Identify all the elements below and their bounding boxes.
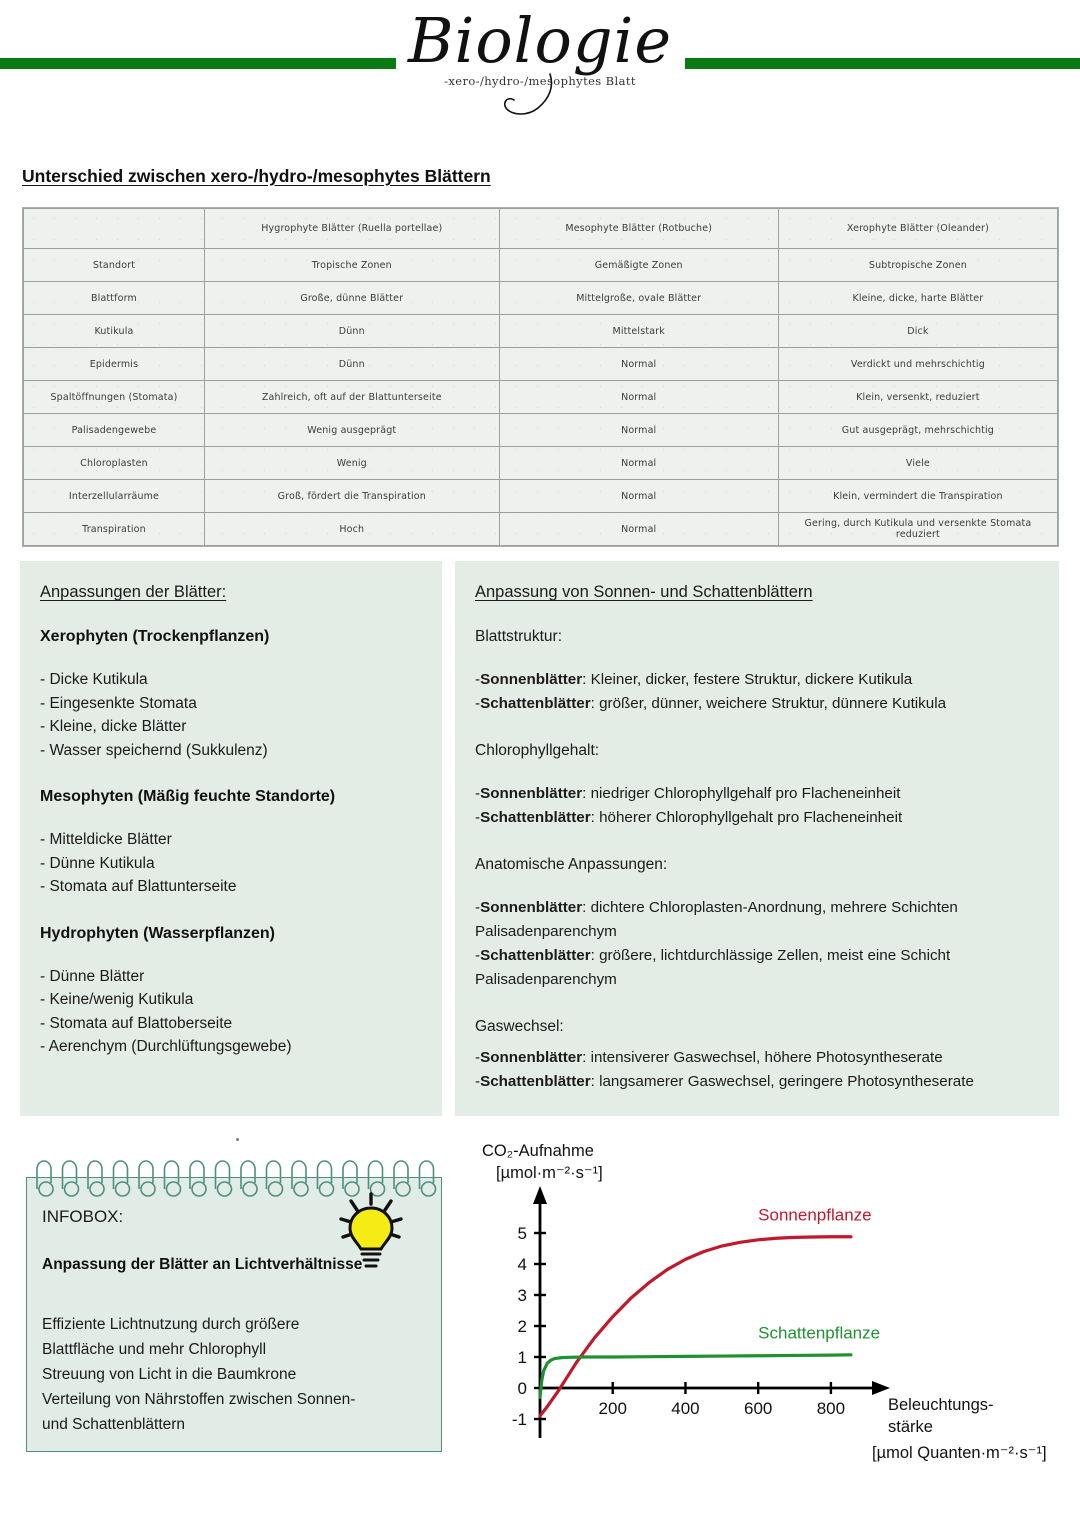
table-row bbox=[24, 513, 1058, 546]
table-cell: Normal bbox=[499, 414, 778, 447]
list-item: - Dicke Kutikula bbox=[40, 671, 148, 688]
panel-right-title: Anpassung von Sonnen- und Schattenblättern bbox=[475, 583, 813, 601]
panel-right-section-label: Chlorophyllgehalt: bbox=[475, 742, 600, 759]
table-cell: Normal bbox=[499, 348, 778, 381]
table-cell: Klein, vermindert die Transpiration bbox=[778, 480, 1057, 513]
table-cell: Dünn bbox=[204, 348, 499, 381]
list-item: - Keine/wenig Kutikula bbox=[40, 991, 194, 1008]
table-cell: Gut ausgeprägt, mehrschichtig bbox=[778, 414, 1057, 447]
leaf-type-term: Schattenblätter bbox=[480, 809, 591, 826]
chart-series-line bbox=[540, 1355, 851, 1397]
panel-left-group-items bbox=[40, 965, 422, 1059]
panel-sun-shade-adaptations bbox=[455, 561, 1059, 1116]
title-block bbox=[0, 4, 1080, 88]
infobox-label: INFOBOX: bbox=[42, 1207, 124, 1226]
sun-leaf-line: -Sonnenblätter: Kleiner, dicker, festere Struktur, dickere Kutikula bbox=[475, 671, 913, 688]
list-item: - Stomata auf Blattoberseite bbox=[40, 1014, 233, 1032]
chart-series-legend: Schattenpflanze bbox=[758, 1323, 881, 1343]
panel-leaf-adaptations bbox=[20, 561, 442, 1116]
spacer bbox=[475, 646, 1039, 668]
table-row bbox=[24, 315, 1058, 348]
table-cell: Kutikula bbox=[24, 315, 205, 348]
spacer bbox=[475, 992, 1039, 1018]
table-cell: Mittelstark bbox=[499, 315, 778, 348]
leaf-type-term: Schattenblätter bbox=[480, 695, 591, 712]
chart-svg bbox=[470, 1138, 1070, 1478]
panel-left-group-heading: Mesophyten (Mäßig feuchte Standorte) bbox=[40, 788, 336, 805]
spacer bbox=[475, 830, 1039, 856]
panel-right-section-label: Gaswechsel: bbox=[475, 1018, 564, 1035]
list-item: - Dünne Kutikula bbox=[40, 854, 155, 872]
chart-series-legend: Sonnenpflanze bbox=[758, 1205, 872, 1225]
infobox-body-line: Verteilung von Nährstoffen zwischen Sonnen- bbox=[42, 1391, 356, 1408]
chart-xtick-labels bbox=[599, 1399, 846, 1418]
infobox-title: Anpassung der Blätter an Lichtverhältnisse bbox=[42, 1256, 363, 1273]
infobox-body-line: Effiziente Lichtnutzung durch größere bbox=[42, 1316, 300, 1333]
spacer bbox=[475, 1036, 1039, 1046]
list-item: - Dünne Blätter bbox=[40, 967, 145, 985]
table-header-cell: Hygrophyte Blätter (Ruella portellae) bbox=[204, 209, 499, 249]
chart-ytick-label: 2 bbox=[517, 1317, 527, 1336]
panel-left-group-heading: Hydrophyten (Wasserpflanzen) bbox=[40, 924, 275, 942]
table-cell: Palisadengewebe bbox=[24, 414, 205, 447]
table-cell: Wenig ausgeprägt bbox=[204, 414, 499, 447]
chart-xtick-label: 200 bbox=[598, 1399, 627, 1418]
photosynthesis-light-curve-chart bbox=[470, 1138, 1070, 1478]
table-cell: Viele bbox=[778, 447, 1057, 480]
chart-ytick-label: 4 bbox=[517, 1255, 527, 1274]
leaf-type-term: Schattenblätter bbox=[480, 947, 591, 964]
page-title: Biologie bbox=[407, 4, 673, 77]
table-row bbox=[24, 348, 1058, 381]
table-header-row bbox=[24, 209, 1058, 249]
table-cell: Standort bbox=[24, 249, 205, 282]
panel-right-section-label: Blattstruktur: bbox=[475, 628, 562, 645]
list-item: - Mitteldicke Blätter bbox=[40, 831, 172, 848]
list-item: - Wasser speichernd (Sukkulenz) bbox=[40, 741, 268, 759]
table-cell: Groß, fördert die Transpiration bbox=[204, 480, 499, 513]
leaf-type-term: Sonnenblätter bbox=[480, 1049, 583, 1066]
leaf-type-term: Sonnenblätter bbox=[480, 899, 583, 916]
table-cell: Kleine, dicke, harte Blätter bbox=[778, 282, 1057, 315]
list-item: - Stomata auf Blattunterseite bbox=[40, 878, 237, 895]
table-cell: Blattform bbox=[24, 282, 205, 315]
table-cell: Normal bbox=[499, 381, 778, 414]
table-cell: Normal bbox=[499, 447, 778, 480]
comparison-table-container bbox=[22, 207, 1059, 547]
table-row bbox=[24, 480, 1058, 513]
leaf-type-term: Schattenblätter bbox=[480, 1073, 591, 1090]
panel-left-group-items bbox=[40, 828, 422, 899]
chart-ylabel-line1: CO₂-Aufnahme bbox=[482, 1142, 594, 1160]
spacer bbox=[475, 716, 1039, 742]
table-cell: Gemäßigte Zonen bbox=[499, 249, 778, 282]
table-cell: Spaltöffnungen (Stomata) bbox=[24, 381, 205, 414]
sun-leaf-line: -Sonnenblätter: intensiverer Gaswechsel, höhere Photosyntheserate bbox=[475, 1049, 943, 1066]
table-cell: Mittelgroße, ovale Blätter bbox=[499, 282, 778, 315]
table-cell: Interzellularräume bbox=[24, 480, 205, 513]
panel-left-title: Anpassungen der Blätter: bbox=[40, 583, 227, 601]
table-cell: Zahlreich, oft auf der Blattunterseite bbox=[204, 381, 499, 414]
table-cell: Dick bbox=[778, 315, 1057, 348]
panel-left-group-items bbox=[40, 668, 422, 762]
table-cell: Dünn bbox=[204, 315, 499, 348]
section-heading: Unterschied zwischen xero-/hydro-/mesophytes Blättern bbox=[22, 166, 491, 186]
panel-left-group-heading: Xerophyten (Trockenpflanzen) bbox=[40, 628, 270, 645]
list-item: - Kleine, dicke Blätter bbox=[40, 718, 187, 735]
chart-ytick-label: 1 bbox=[517, 1348, 527, 1367]
chart-xtick-label: 800 bbox=[816, 1399, 846, 1418]
infobox-body-line: und Schattenblättern bbox=[42, 1416, 186, 1433]
table-header-cell: Mesophyte Blätter (Rotbuche) bbox=[499, 209, 778, 249]
shade-leaf-line: -Schattenblätter: langsamerer Gaswechsel, geringere Photosyntheserate bbox=[475, 1073, 974, 1090]
chart-ytick-label: 0 bbox=[517, 1379, 527, 1398]
leaf-type-term: Sonnenblätter bbox=[480, 785, 583, 802]
shade-leaf-line: -Schattenblätter: höherer Chlorophyllgehalt pro Flacheneinheit bbox=[475, 809, 903, 826]
table-cell: Normal bbox=[499, 513, 778, 546]
chart-xlabel-line3: [µmol Quanten·m⁻²·s⁻¹] bbox=[872, 1444, 1047, 1462]
sun-leaf-line: -Sonnenblätter: niedriger Chlorophyllgehalf pro Flacheneinheit bbox=[475, 785, 901, 802]
list-item: - Aerenchym (Durchlüftungsgewebe) bbox=[40, 1038, 292, 1055]
chart-xtick-label: 400 bbox=[671, 1399, 700, 1418]
spacer bbox=[40, 762, 422, 788]
table-cell: Hoch bbox=[204, 513, 499, 546]
chart-ytick-label: -1 bbox=[511, 1410, 527, 1429]
panel-right-sections bbox=[475, 628, 1039, 1094]
chart-ytick-label: 5 bbox=[517, 1224, 527, 1243]
table-row bbox=[24, 447, 1058, 480]
table-header-cell: Xerophyte Blätter (Oleander) bbox=[778, 209, 1057, 249]
list-item: - Eingesenkte Stomata bbox=[40, 694, 197, 712]
table-cell: Große, dünne Blätter bbox=[204, 282, 499, 315]
table-row bbox=[24, 414, 1058, 447]
table-cell: Verdickt und mehrschichtig bbox=[778, 348, 1057, 381]
table-row bbox=[24, 249, 1058, 282]
chart-xlabel-line1: Beleuchtungs- bbox=[888, 1396, 994, 1414]
table-cell: Transpiration bbox=[24, 513, 205, 546]
stray-dot-mark bbox=[236, 1138, 239, 1141]
chart-series-legends bbox=[758, 1206, 880, 1343]
comparison-table bbox=[23, 208, 1058, 546]
page-header bbox=[0, 0, 1080, 135]
table-cell: Wenig bbox=[204, 447, 499, 480]
table-cell: Subtropische Zonen bbox=[778, 249, 1057, 282]
chart-ylabel-line2: [µmol·m⁻²·s⁻¹] bbox=[496, 1164, 603, 1182]
infobox-body-line: Streuung von Licht in die Baumkrone bbox=[42, 1366, 297, 1383]
table-cell: Gering, durch Kutikula und versenkte Stomata reduziert bbox=[778, 513, 1057, 546]
panel-left-groups bbox=[40, 628, 422, 1059]
table-cell: Normal bbox=[499, 480, 778, 513]
infobox-body-line: Blattfläche und mehr Chlorophyll bbox=[42, 1341, 267, 1358]
infobox-body bbox=[42, 1312, 422, 1437]
spacer bbox=[475, 874, 1039, 896]
shade-leaf-line: -Schattenblätter: größere, lichtdurchlässige Zellen, meist eine Schicht Palisadenparenchym bbox=[475, 947, 951, 988]
table-cell: Chloroplasten bbox=[24, 447, 205, 480]
chart-xlabel-line2: stärke bbox=[888, 1418, 933, 1436]
table-row bbox=[24, 282, 1058, 315]
page-subtitle: -xero-/hydro-/mesophytes Blatt bbox=[444, 74, 636, 88]
table-cell: Tropische Zonen bbox=[204, 249, 499, 282]
table-cell: Klein, versenkt, reduziert bbox=[778, 381, 1057, 414]
chart-ytick-labels bbox=[512, 1224, 527, 1429]
shade-leaf-line: -Schattenblätter: größer, dünner, weichere Struktur, dünnere Kutikula bbox=[475, 695, 947, 712]
panel-right-section-label: Anatomische Anpassungen: bbox=[475, 856, 668, 873]
table-header-cell bbox=[24, 209, 205, 249]
table-row bbox=[24, 381, 1058, 414]
sun-leaf-line: -Sonnenblätter: dichtere Chloroplasten-Anordnung, mehrere Schichten Palisadenparenchym bbox=[475, 899, 958, 940]
chart-ytick-label: 3 bbox=[517, 1286, 527, 1305]
table-cell: Epidermis bbox=[24, 348, 205, 381]
spacer bbox=[475, 760, 1039, 782]
chart-xtick-label: 600 bbox=[743, 1399, 773, 1418]
leaf-type-term: Sonnenblätter bbox=[480, 671, 583, 688]
spacer bbox=[40, 899, 422, 925]
